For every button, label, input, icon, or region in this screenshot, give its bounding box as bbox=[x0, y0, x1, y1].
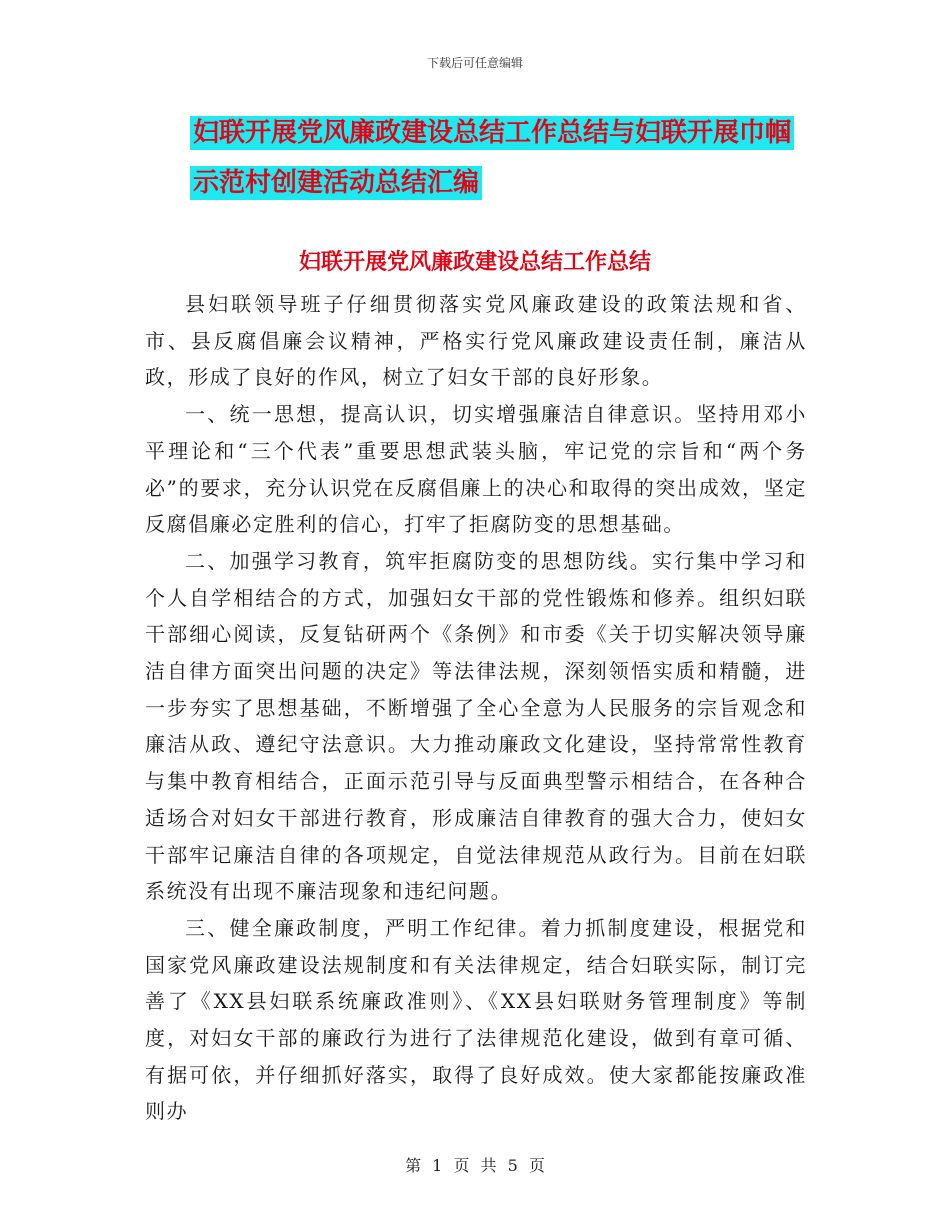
page-footer: 第 1 页 共 5 页 bbox=[405, 1156, 545, 1175]
title-line-2: 示范村创建活动总结汇编 bbox=[190, 166, 482, 200]
paragraph: 县妇联领导班子仔细贯彻落实党风廉政建设的政策法规和省、市、县反腐倡廉会议精神，严格实行党风廉政建设责任制，廉洁从政，形成了良好的作风，树立了妇女干部的良好形象。 bbox=[145, 292, 807, 390]
page-header: 下载后可任意编辑 bbox=[426, 56, 523, 70]
paragraph: 一、统一思想，提高认识，切实增强廉洁自律意识。坚持用邓小平理论和“三个代表”重要思想武装头脑，牢记党的宗旨和“两个务必”的要求，充分认识党在反腐倡廉上的决心和取得的突出成效，坚定反腐倡廉必定胜利的信心，打牢了拒腐防变的思想基础。 bbox=[145, 402, 807, 537]
paragraph: 二、加强学习教育，筑牢拒腐防变的思想防线。实行集中学习和个人自学相结合的方式，加强妇女干部的党性锻炼和修养。组织妇联干部细心阅读，反复钻研两个《条例》和市委《关于切实解决领导廉洁自律方面突出问题的决定》等法律法规，深刻领悟实质和精髓，进一步夯实了思想基础，不断增强了全心全意为人民服务的宗旨观念和廉洁从政、遵纪守法意识。大力推动廉政文化建设，坚持常常性教育与集中教育相结合，正面示范引导与反面典型警示相结合，在各种合适场合对妇女干部进行教育，形成廉洁自律教育的强大合力，使妇女干部牢记廉洁自律的各项规定，自觉法律规范从政行为。目前在妇联系统没有出现不廉洁现象和违纪问题。 bbox=[145, 548, 807, 904]
paragraph: 三、健全廉政制度，严明工作纪律。着力抓制度建设，根据党和国家党风廉政建设法规制度和有关法律规定，结合妇联实际，制订完善了《XX县妇联系统廉政准则》、《XX县妇联财务管理制度》等制度，对妇女干部的廉政行为进行了法律规范化建设，做到有章可循、有据可依，并仔细抓好落实，取得了良好成效。使大家都能按廉政准则办 bbox=[145, 915, 807, 1124]
title-line-1: 妇联开展党风廉政建设总结工作总结与妇联开展巾帼 bbox=[190, 116, 794, 150]
document-body bbox=[145, 286, 807, 1130]
document-title bbox=[190, 108, 830, 208]
section-title: 妇联开展党风廉政建设总结工作总结 bbox=[298, 250, 651, 275]
